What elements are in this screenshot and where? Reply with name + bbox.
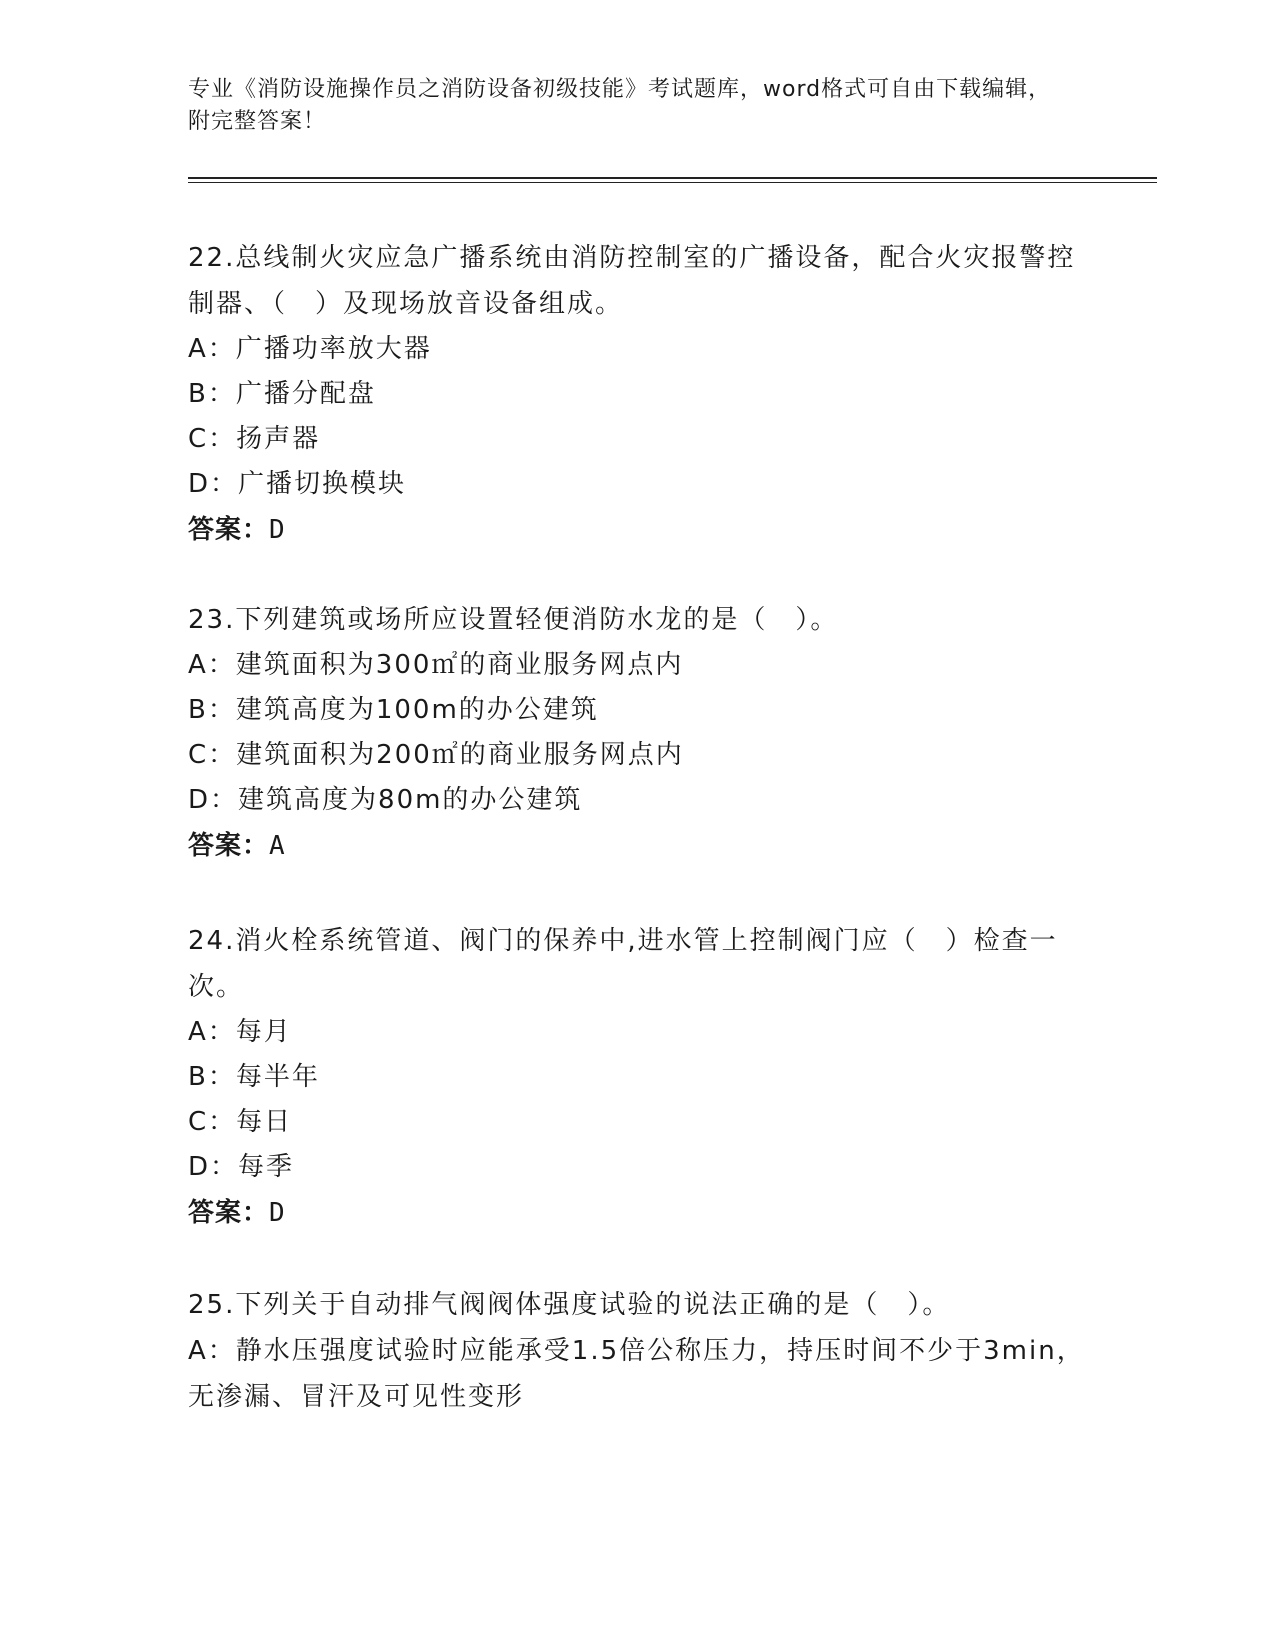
answer-label: 答案：	[188, 1198, 270, 1228]
document-header: 专业《消防设施操作员之消防设备初级技能》考试题库，word格式可自由下载编辑，附完整答案！	[188, 77, 1052, 134]
option-c: C：扬声器	[188, 424, 321, 454]
answer-value: D	[269, 515, 286, 545]
question-22	[188, 235, 1088, 553]
option-a: A：建筑面积为300㎡的商业服务网点内	[188, 650, 684, 680]
answer-label: 答案：	[188, 831, 270, 861]
option-b: B：广播分配盘	[188, 379, 376, 409]
answer	[188, 823, 1088, 869]
option-a: A：静水压强度试验时应能承受1.5倍公称压力，持压时间不少于3min，无渗漏、冒汗及可见性变形	[188, 1336, 1085, 1412]
question-25	[188, 1282, 1088, 1420]
answer-value: A	[269, 831, 286, 861]
header-divider-thick	[188, 177, 1157, 179]
option-c: C：建筑面积为200㎡的商业服务网点内	[188, 740, 684, 770]
answer	[188, 1190, 1088, 1236]
question-23	[188, 597, 1088, 869]
option-d: D：每季	[188, 1152, 295, 1182]
answer	[188, 507, 1088, 553]
option-b: B：建筑高度为100m的办公建筑	[188, 695, 599, 725]
question-24	[188, 918, 1088, 1236]
answer-label: 答案：	[188, 515, 270, 545]
option-d: D：广播切换模块	[188, 469, 407, 499]
option-d: D：建筑高度为80m的办公建筑	[188, 785, 583, 815]
header-divider-thin	[188, 182, 1157, 183]
answer-value: D	[269, 1198, 286, 1228]
question-stem: 23.下列建筑或场所应设置轻便消防水龙的是（ ）。	[188, 605, 839, 635]
option-a: A：广播功率放大器	[188, 334, 432, 364]
question-stem: 24.消火栓系统管道、阀门的保养中,进水管上控制阀门应（ ）检查一次。	[188, 926, 1058, 1002]
option-c: C：每日	[188, 1107, 293, 1137]
option-b: B：每半年	[188, 1062, 320, 1092]
option-a: A：每月	[188, 1017, 292, 1047]
question-stem: 25.下列关于自动排气阀阀体强度试验的说法正确的是（ ）。	[188, 1290, 951, 1320]
question-stem: 22.总线制火灾应急广播系统由消防控制室的广播设备，配合火灾报警控制器、（ ）及现场放音设备组成。	[188, 243, 1076, 319]
